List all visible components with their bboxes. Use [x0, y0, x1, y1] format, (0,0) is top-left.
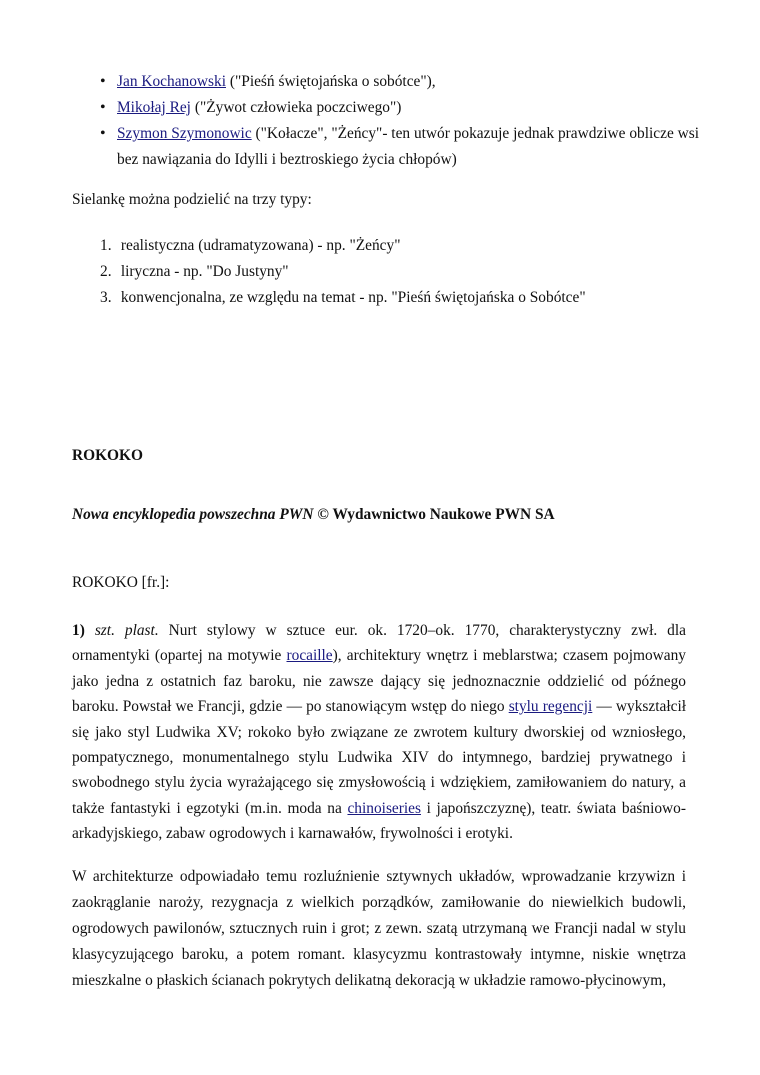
author-link-rej[interactable]: Mikołaj Rej [117, 99, 191, 116]
list-item: • Mikołaj Rej ("Żywot człowieka poczciwego") [100, 95, 700, 121]
list-item: 3. konwencjonalna, ze względu na temat - np. "Pieśń świętojańska o Sobótce" [100, 289, 586, 306]
chinoiseries-link[interactable]: chinoiseries [347, 799, 421, 817]
definition-abbr: szt. plast. [94, 622, 159, 639]
stylu-regencji-link[interactable]: stylu regencji [508, 698, 593, 716]
source-line [72, 506, 555, 524]
types-list [100, 233, 586, 311]
source-title: Nowa encyklopedia powszechna PWN [72, 506, 314, 523]
definition-1: 1) szt. plast. Nurt stylowy w sztuce eur. ok. 1720–ok. 1770, charakterystyczny zwł. dla ornamentyki (opartej na motywie rocaille), architektury wnętrz i meblarstwa; czasem pojmowany jako jedna z ostatnich faz baroku, nie zawsze dający się jednoznacznie oddzielić od późnego baroku. Powstał we Francji, gdzie — po stanowiącym wstęp do niego stylu regencji — wykształcił się jako styl Ludwika XV; rokoko było związane ze zwrotem kultury dworskiej od wzniosłego, pompatycznego, monumentalnego stylu Ludwika XIV do intymnego, bardziej prywatnego i swobodnego stylu życia wyrażającego się zmysłowością i wdziękiem, zamiłowaniem do natury, a także fantastyki i egzotyki (m.in. moda na chinoiseries i japońszczyznę), teatr. świata baśniowo-arkadyjskiego, zabaw ogrodowych i karnawałów, frywolności i erotyki. [72, 622, 687, 843]
rocaille-link[interactable]: rocaille [286, 647, 333, 665]
types-intro: Sielankę można podzielić na trzy typy: [72, 191, 312, 208]
paragraph-architecture: W architekturze odpowiadało temu rozluźnienie sztywnych układów, wprowadzanie krzywizn i zaokrąglanie naroży, rezygnacja z wielkich porządków, zamiłowanie do niewielkich budowli, ogrodowych pawilonów, sztucznych ruin i grot; z zewn. szatą utrzymaną we Francji nadal w stylu klasycyzującego baroku, a potem romant. klasycyzmu kontrastowały intymne, niskie wnętrza mieszkalne o płaskich ścianach pokrytych delikatną dekoracją w układzie ramowo-płycinowym, [72, 868, 686, 989]
list-item: 2. liryczna - np. "Do Justyny" [100, 263, 289, 280]
entry-title: ROKOKO [fr.]: [72, 574, 170, 591]
source-copyright: © Wydawnictwo Naukowe PWN SA [313, 506, 555, 523]
author-link-szymonowic[interactable]: Szymon Szymonowic [117, 125, 252, 142]
authors-list [100, 69, 700, 173]
list-item: • Jan Kochanowski ("Pieśń świętojańska o sobótce"), [100, 69, 700, 95]
list-item: • Szymon Szymonowic ("Kołacze", "Żeńcy"- ten utwór pokazuje jednak prawdziwe oblicze wsi bez nawiązania do Idylli i beztroskiego życia chłopów) [100, 121, 700, 173]
definition-number: 1) [72, 622, 85, 639]
section-heading: ROKOKO [72, 447, 143, 464]
author-link-kochanowski[interactable]: Jan Kochanowski [117, 73, 226, 90]
list-item: 1. realistyczna (udramatyzowana) - np. "Żeńcy" [100, 237, 401, 254]
